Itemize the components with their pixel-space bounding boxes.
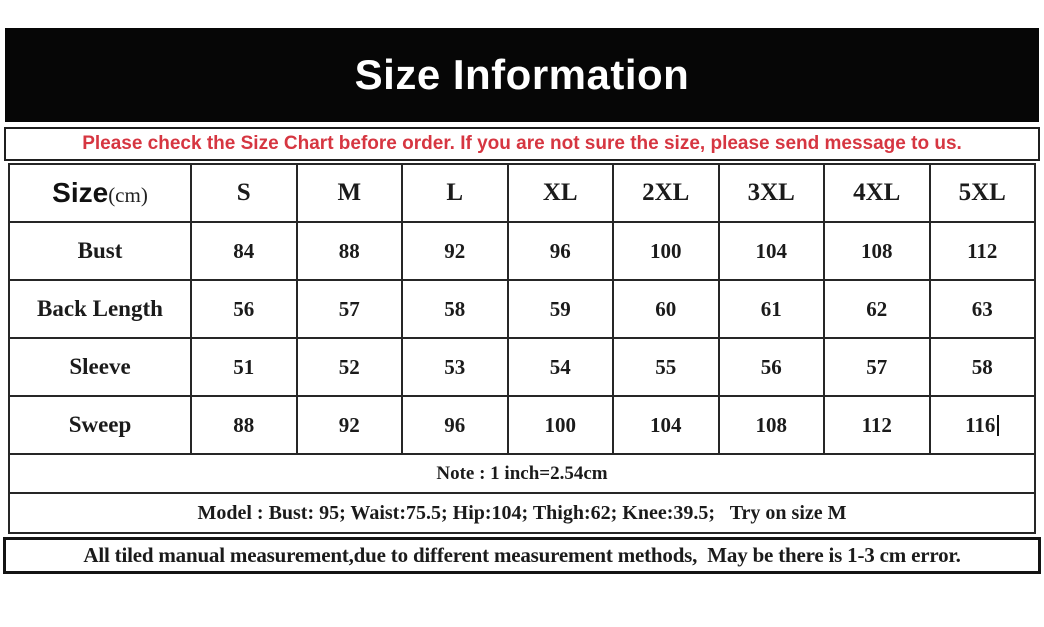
table-row-back-length — [9, 280, 1035, 338]
sweep-value-5xl — [930, 396, 1036, 454]
text-cursor — [997, 415, 999, 436]
model-measurements: Model : Bust: 95; Waist:75.5; Hip:104; Thigh:62; Knee:39.5; Try on size M — [9, 493, 1035, 533]
sweep-value-xl: 100 — [508, 396, 614, 454]
sleeve-value-s: 51 — [191, 338, 297, 396]
sweep-value-3xl: 108 — [719, 396, 825, 454]
model-row — [9, 493, 1035, 533]
bust-value-2xl: 100 — [613, 222, 719, 280]
back-length-value-l: 58 — [402, 280, 508, 338]
sleeve-value-3xl: 56 — [719, 338, 825, 396]
sleeve-value-2xl: 55 — [613, 338, 719, 396]
bust-value-l: 92 — [402, 222, 508, 280]
bust-value-3xl: 104 — [719, 222, 825, 280]
sweep-value-4xl: 112 — [824, 396, 930, 454]
inch-conversion-note: Note : 1 inch=2.54cm — [9, 454, 1035, 493]
back-length-value-xl: 59 — [508, 280, 614, 338]
measurement-disclaimer — [3, 537, 1041, 574]
table-row-sweep — [9, 396, 1035, 454]
sleeve-value-xl: 54 — [508, 338, 614, 396]
sweep-value-m: 92 — [297, 396, 403, 454]
column-header-m: M — [297, 164, 403, 222]
sweep-value-s: 88 — [191, 396, 297, 454]
back-length-value-2xl: 60 — [613, 280, 719, 338]
bust-value-4xl: 108 — [824, 222, 930, 280]
column-header-l: L — [402, 164, 508, 222]
notice-text: Please check the Size Chart before order. If you are not sure the size, please send message to us. — [82, 133, 962, 154]
row-label-sweep: Sweep — [9, 396, 191, 454]
back-length-value-3xl: 61 — [719, 280, 825, 338]
column-header-s: S — [191, 164, 297, 222]
bust-value-m: 88 — [297, 222, 403, 280]
sleeve-value-5xl: 58 — [930, 338, 1036, 396]
back-length-value-s: 56 — [191, 280, 297, 338]
size-chart-page — [0, 28, 1044, 627]
note-row — [9, 454, 1035, 493]
sleeve-value-l: 53 — [402, 338, 508, 396]
table-row-bust — [9, 222, 1035, 280]
page-title: Size Information — [354, 51, 690, 98]
table-row-sleeve — [9, 338, 1035, 396]
size-header-cell — [9, 164, 191, 222]
row-label-sleeve: Sleeve — [9, 338, 191, 396]
column-header-5xl: 5XL — [930, 164, 1036, 222]
back-length-value-4xl: 62 — [824, 280, 930, 338]
row-label-bust: Bust — [9, 222, 191, 280]
sweep-value-l: 96 — [402, 396, 508, 454]
sleeve-value-m: 52 — [297, 338, 403, 396]
sleeve-value-4xl: 57 — [824, 338, 930, 396]
back-length-value-m: 57 — [297, 280, 403, 338]
size-check-notice — [4, 127, 1040, 161]
size-header-label: Size — [52, 177, 109, 208]
column-header-2xl: 2XL — [613, 164, 719, 222]
size-header-unit: (cm) — [108, 183, 148, 207]
bust-value-5xl: 112 — [930, 222, 1036, 280]
bust-value-xl: 96 — [508, 222, 614, 280]
size-table — [8, 163, 1036, 534]
bust-value-s: 84 — [191, 222, 297, 280]
sweep-value-2xl: 104 — [613, 396, 719, 454]
column-header-xl: XL — [508, 164, 614, 222]
table-header-row — [9, 164, 1035, 222]
row-label-back-length: Back Length — [9, 280, 191, 338]
sweep-5xl-text: 116 — [965, 412, 996, 437]
column-header-3xl: 3XL — [719, 164, 825, 222]
column-header-4xl: 4XL — [824, 164, 930, 222]
back-length-value-5xl: 63 — [930, 280, 1036, 338]
title-banner — [5, 28, 1039, 122]
disclaimer-text: All tiled manual measurement,due to different measurement methods, May be there is 1-3 cm error. — [83, 543, 961, 567]
